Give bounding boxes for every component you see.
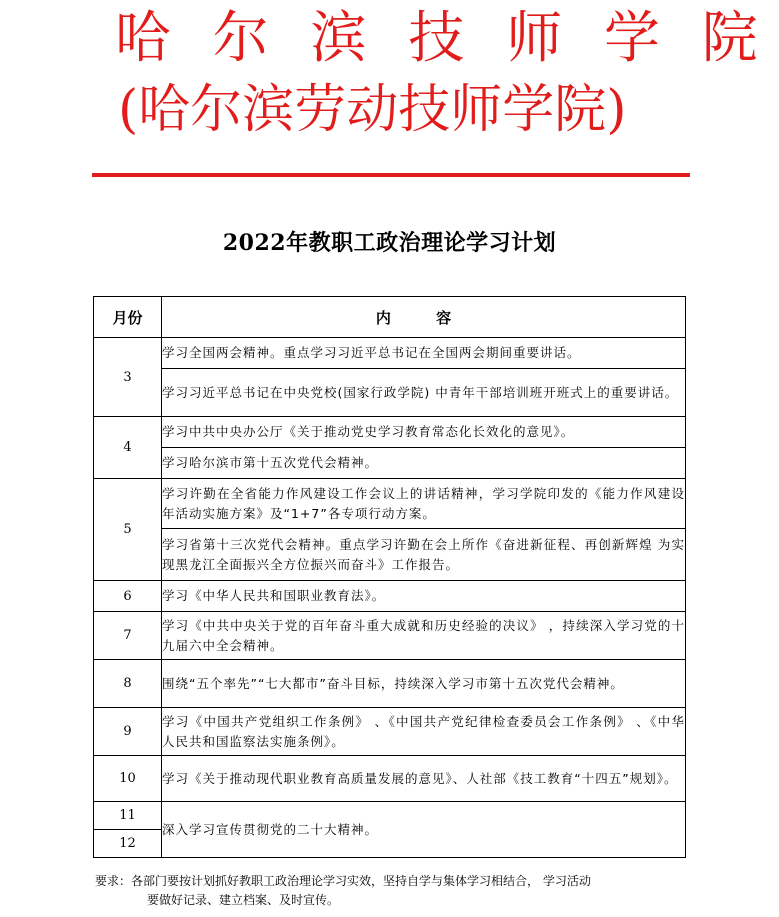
table-row [94,479,686,529]
content-cell: 学习《中共中央关于党的百年奋斗重大成就和历史经验的决议》 ，持续深入学习党的十九届六中全会精神。 [162,612,686,660]
content-cell: 学习许勤在全省能力作风建设工作会议上的讲话精神，学习学院印发的《能力作风建设年活动实施方案》及“1+7”各专项行动方案。 [162,479,686,529]
table-row [94,802,686,830]
month-cell: 8 [94,660,162,708]
institution-alt-name: (哈尔滨劳动技师学院) [118,80,627,140]
content-cell: 学习全国两会精神。重点学习习近平总书记在全国两会期间重要讲话。 [162,338,686,369]
content-cell: 学习《关于推动现代职业教育高质量发展的意见》、人社部《技工教育“十四五”规划》。 [162,756,686,802]
month-cell: 5 [94,479,162,581]
content-cell: 围绕“五个率先”“七大都市”奋斗目标，持续深入学习市第十五次党代会精神。 [162,660,686,708]
table-row [94,708,686,756]
content-cell: 学习哈尔滨市第十五次党代会精神。 [162,448,686,479]
month-cell: 10 [94,756,162,802]
month-cell: 6 [94,581,162,612]
month-cell: 11 [94,802,162,830]
content-cell: 学习《中国共产党组织工作条例》 、《中国共产党纪律检查委员会工作条例》 、《中华人民共和国监察法实施条例》。 [162,708,686,756]
content-cell: 学习中共中央办公厅《关于推动党史学习教育常态化长效化的意见》。 [162,417,686,448]
content-cell: 学习《中华人民共和国职业教育法》。 [162,581,686,612]
letterhead-red-rule [92,173,690,177]
content-cell: 学习习近平总书记在中央党校(国家行政学院) 中青年干部培训班开班式上的重要讲话。 [162,369,686,417]
requirements-note [95,872,695,910]
document-title: 2022年教职工政治理论学习计划 [222,230,557,256]
content-cell: 深入学习宣传贯彻党的二十大精神。 [162,802,686,858]
month-cell: 9 [94,708,162,756]
table-row [94,529,686,581]
content-column-header: 内 容 [162,297,686,338]
table-row [94,581,686,612]
institution-name: 哈 尔 滨 技 师 学 院 [115,6,770,71]
table-row [94,417,686,448]
month-cell: 7 [94,612,162,660]
table-row [94,369,686,417]
month-cell: 12 [94,830,162,858]
table-row [94,338,686,369]
requirements-note-line-2: 要做好记录、建立档案、及时宣传。 [147,893,340,907]
table-row [94,756,686,802]
month-cell: 4 [94,417,162,479]
month-cell: 3 [94,338,162,417]
month-column-header: 月份 [94,297,162,338]
study-plan-table [93,296,686,858]
table-row [94,612,686,660]
table-row [94,660,686,708]
requirements-note-line-1: 要求：各部门要按计划抓好教职工政治理论学习实效，坚持自学与集体学习相结合， 学习活动 [95,874,591,888]
table-header-row [94,297,686,338]
content-cell: 学习省第十三次党代会精神。重点学习许勤在会上所作《奋进新征程、再创新辉煌 为实现黑龙江全面振兴全方位振兴而奋斗》工作报告。 [162,529,686,581]
table-row [94,448,686,479]
